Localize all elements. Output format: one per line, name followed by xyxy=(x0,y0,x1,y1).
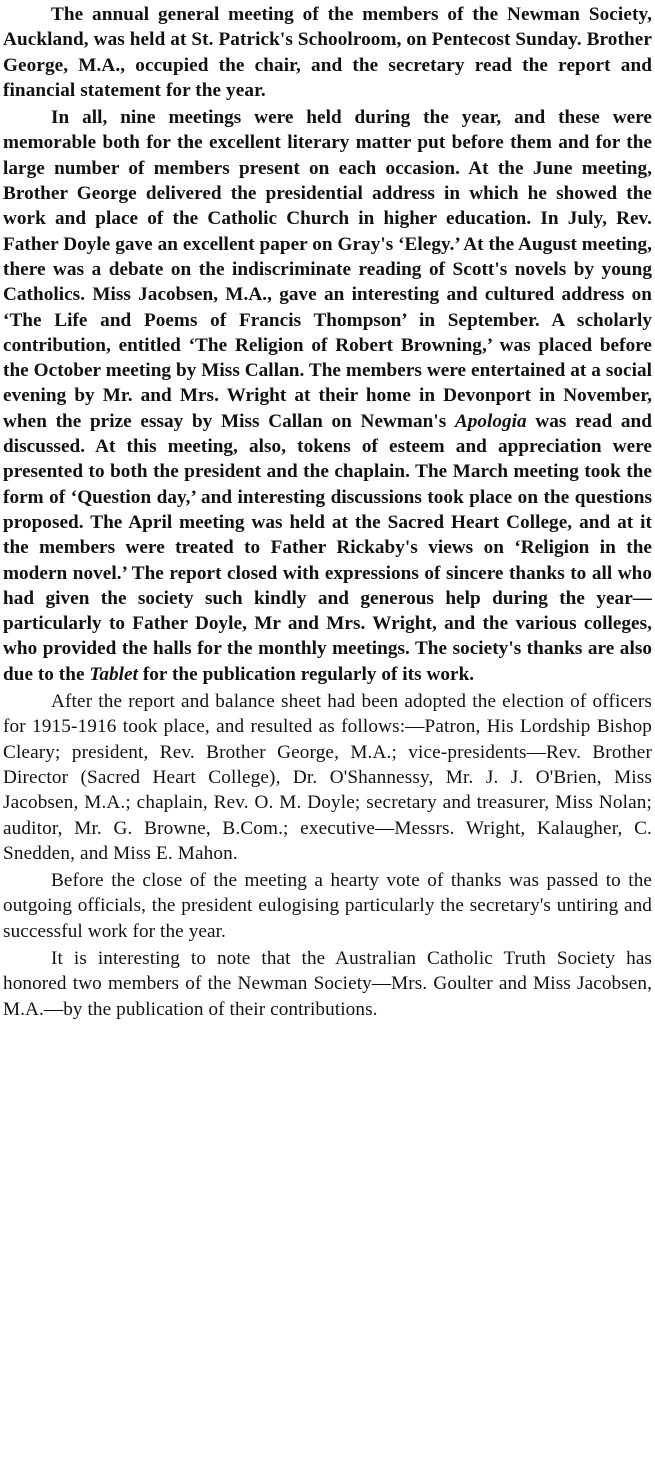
article-column xyxy=(3,2,652,1022)
paragraph-2-text-a: In all, nine meetings were held during the year, and these were memorable both for the excellent literary matter put before them and for the large number of members present on each occasion. At the June meeting, Brother George delivered the presidential address in which he showed the work and place of the Catholic Church in higher education. In July, Rev. Father Doyle gave an excellent paper on Gray's ‘Elegy.’ At the August meeting, there was a debate on the indiscriminate reading of Scott's novels by young Catholics. Miss Jacobsen, M.A., gave an interesting and cultured address on ‘The Life and Poems of Francis Thompson’ in September. A scholarly contribution, entitled ‘The Religion of Robert Browning,’ was placed before the October meeting by Miss Callan. The members were entertained at a social evening by Mr. and Mrs. Wright at their home in Devonport in November, when the prize essay by Miss Callan on Newman's xyxy=(3,107,652,432)
paragraph-2-text-c: for the publication regularly of its work. xyxy=(138,663,475,685)
paragraph-5-text: It is interesting to note that the Australian Catholic Truth Society has honored two members of the Newman Society—Mrs. Goulter and Miss Jacobsen, M.A.—by the publication of their contributions. xyxy=(3,947,652,1020)
paragraph-4-text: Before the close of the meeting a hearty vote of thanks was passed to the outgoing officials, the president eulogising particularly the secretary's untiring and successful work for the year. xyxy=(3,870,652,942)
apologia-title: Apologia xyxy=(454,410,527,432)
paragraph-3-text: After the report and balance sheet had been adopted the election of officers for 1915-1916 took place, and resulted as follows:—Patron, His Lordship Bishop Cleary; president, Rev. Brother George, M.A.; vice-presidents—Rev. Brother Director (Sacred Heart College), Dr. O'Shannessy, Mr. J. J. O'Brien, Miss Jacobsen, M.A.; chaplain, Rev. O. M. Doyle; secretary and treasurer, Miss Nolan; auditor, Mr. G. Browne, B.Com.; executive—Messrs. Wright, Kalaugher, C. Snedden, and Miss E. Mahon. xyxy=(3,691,652,864)
article-paragraph-2 xyxy=(3,105,652,687)
tablet-title: Tablet xyxy=(89,663,138,685)
article-paragraph-4 xyxy=(3,868,652,944)
article-paragraph-5 xyxy=(3,946,652,1022)
article-paragraph-1 xyxy=(3,2,652,103)
paragraph-2-text-b: was read and discussed. At this meeting, also, tokens of esteem and appreciation were presented to both the president and the chaplain. The March meeting took the form of ‘Question day,’ and interesting discussions took place on the questions proposed. The April meeting was held at the Sacred Heart College, and at it the members were treated to Father Rickaby's views on ‘Religion in the modern novel.’ The report closed with expressions of sincere thanks to all who had given the society such kindly and generous help during the year—particularly to Father Doyle, Mr and Mrs. Wright, and the various colleges, who provided the halls for the monthly meetings. The society's thanks are also due to the xyxy=(3,410,652,685)
paragraph-1-text: The annual general meeting of the members of the Newman Society, Auckland, was held at St. Patrick's Schoolroom, on Pentecost Sunday. Brother George, M.A., occupied the chair, and the secretary read the report and financial statement for the year. xyxy=(3,4,652,101)
article-paragraph-3 xyxy=(3,689,652,866)
